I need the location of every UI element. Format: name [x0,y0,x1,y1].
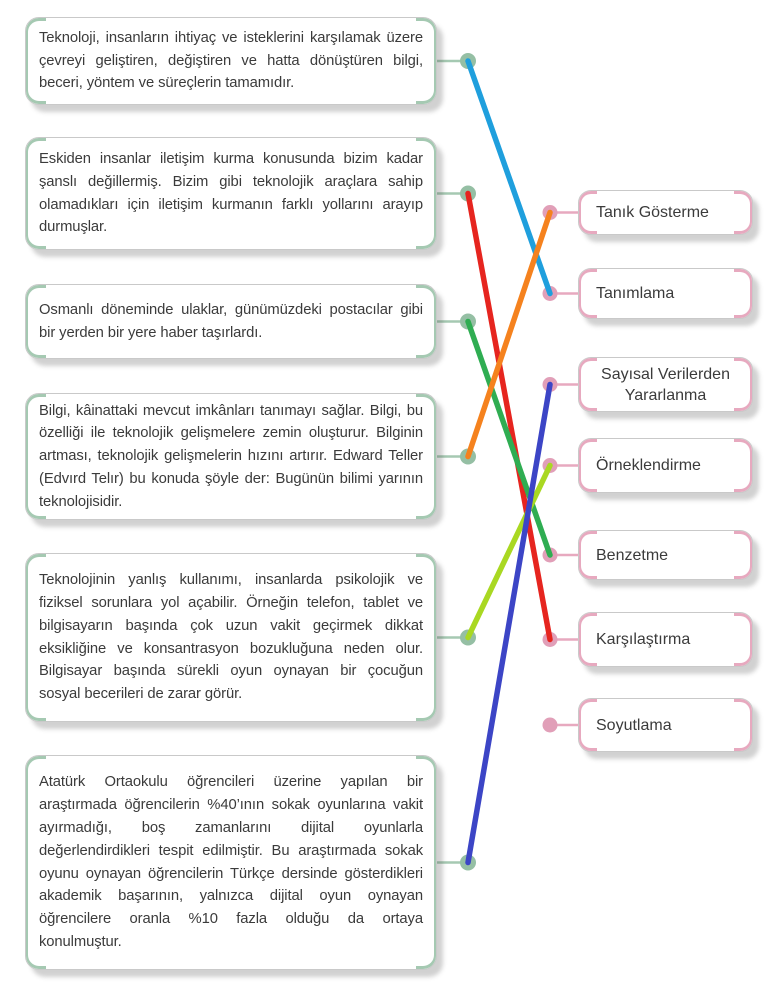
technique-label-text: Sayısal Verilerden Yararlanma [601,365,730,404]
technique-label-text: Tanık Gösterme [596,204,709,221]
source-text-box-5[interactable] [25,553,437,722]
technique-label-karsilastirma[interactable] [578,612,753,667]
technique-label-sayisal-verilerden-yararlanma[interactable] [578,357,753,412]
technique-label-orneklendirme[interactable] [578,438,753,493]
technique-label-tanik-gosterme[interactable] [578,190,753,235]
source-text: Teknolojinin yanlış kullanımı, insanlarda psikolojik ve fiziksel sorunlara yol açabilir. Örneğin telefon, tablet ve bilgisayarın başında çok uzun vakit geçirmek dikkat eksikliğine ve konsantrasyon bozukluğuna neden olur. Bilgisayar başında sürekli oyun oynayan bir çocuğun sosyal becerileri de zarar görür. [39,572,423,703]
source-text: Atatürk Ortaokulu öğrencileri üzerine yapılan bir araştırmada öğrencilerin %40’ının sokak oyunlarına vakit ayırmadığı, boş zamanlarını dijital oyunlarla değerlendirdikleri tespit edilmiştir. Bu araştırmada sokak oyunu oynayan öğrencilerin Türkçe dersinde gösterdikleri akademik başarının, yalnızca dijital oyun oynayan öğrencilere oranla %10 fazla olduğu da ortaya konulmuştur. [39,774,423,950]
technique-label-benzetme[interactable] [578,530,753,580]
source-text-box-2[interactable] [25,137,437,250]
source-text: Teknoloji, insanların ihtiyaç ve isteklerini karşılamak üzere çevreyi geliştiren, değiştiren ve hatta dönüştüren bilgi, beceri, yöntem ve süreçlerin tamamıdır. [39,29,423,92]
technique-label-text: Tanımlama [596,285,675,302]
match-line [468,385,550,863]
match-line [468,322,550,556]
technique-label-text: Karşılaştırma [596,631,691,648]
right-connector-dot [543,718,558,733]
source-text-box-1[interactable] [25,17,437,105]
source-text: Bilgi, kâinattaki mevcut imkânları tanımayı sağlar. Bilgi, bu özelliği ile teknolojik gelişmelere zemin oluşturur. Bilginin artması, teknolojik gelişmelerin hızını artırır. Edward Teller (Edvırd Telır) bu konuda şöyle der: Bugünün bilimi yarının teknolojisidir. [39,402,423,510]
technique-label-text: Benzetme [596,546,669,564]
technique-label-text: Örneklendirme [596,457,701,474]
technique-label-text: Soyutlama [596,716,672,734]
technique-label-soyutlama[interactable] [578,698,753,752]
source-text-box-4[interactable] [25,393,437,520]
technique-label-tanimlama[interactable] [578,268,753,319]
source-text: Eskiden insanlar iletişim kurma konusunda bizim kadar şanslı değillermiş. Bizim gibi teknolojik araçlara sahip olamadıkları için iletişim kurmanın farklı yollarını arayıp durmuşlar. [39,150,423,236]
source-text-box-3[interactable] [25,284,437,359]
source-text: Osmanlı döneminde ulaklar, günümüzdeki postacılar gibi bir yerden bir yere haber taşırlardı. [39,301,423,341]
source-text-box-6[interactable] [25,755,437,970]
